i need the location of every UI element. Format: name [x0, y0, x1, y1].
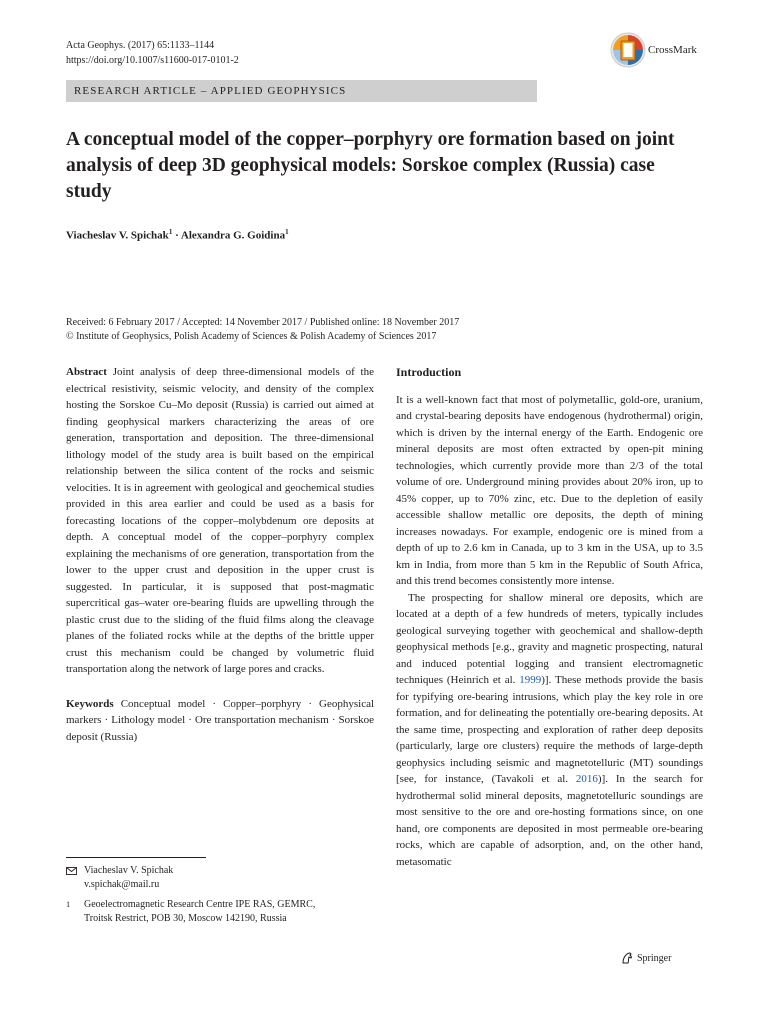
corresponding-author: Viacheslav V. Spichak — [84, 865, 174, 876]
crossmark-badge[interactable] — [610, 32, 697, 68]
abstract-text: Joint analysis of deep three-dimensional models of the electrical resistivity, seismic velocity, and density of the complex hosting the Sorskoe Cu–Mo deposit (Russia) is carried out aimed at finding geophysical markers characterizing the areas of ore generation, transportation and deposition. The three-dimensional lithology model of the study area is built based on the empirical relationship between the silica content of the rocks and seismic velocities. It is in agreement with geological and geochemical studies provided in this area earlier and could be used as a basis for forecasting locations of the copper–molybdenum ore deposits at depth. A conceptual model of the copper–porphyry complex explaining the mechanisms of ore generation, transportation from the lower to the upper crust and deposition in the upper crust is suggested. In particular, it is supposed that post-magmatic supercritical gas–water ore-bearing fluids are upwelling through the plastic crust due to the sliding of the fluid films along the cleavage planes of the foliated rocks while at the depths of the brittle upper crust this mechanism could be changed by volumetric fluid transportation along the network of large pores and cracks. — [66, 366, 374, 675]
envelope-icon — [66, 864, 84, 892]
left-column — [66, 364, 374, 745]
section-heading: Introduction — [396, 365, 462, 379]
article-title: A conceptual model of the copper–porphyry ore formation based on joint analysis of deep 3D geophysical models: Sorskoe complex (Russia) case study — [66, 129, 675, 202]
affiliation-note — [66, 898, 315, 926]
keywords-label: Keywords — [66, 697, 114, 710]
affiliation-number: 1 — [66, 900, 71, 909]
author-name[interactable]: Viacheslav V. Spichak — [66, 229, 169, 242]
footnote-divider — [66, 857, 206, 858]
keywords-text: Conceptual model · Copper–porphyry · Geophysical markers · Lithology model · Ore transportation mechanism · Sorskoe deposit (Russia) — [66, 697, 375, 743]
author-separator: · — [172, 229, 181, 242]
springer-horse-icon — [620, 951, 634, 965]
article-type-banner: RESEARCH ARTICLE – APPLIED GEOPHYSICS — [66, 80, 537, 102]
affiliation-line: Geoelectromagnetic Research Centre IPE RAS, GEMRC, — [84, 899, 316, 910]
abstract-section — [66, 364, 374, 678]
right-column — [396, 364, 703, 870]
journal-citation: Acta Geophys. (2017) 65:1133–1144 — [66, 40, 215, 51]
paragraph: The prospecting for shallow mineral ore deposits, which are located at a depth of a few hundreds of meters, typically includes geological surveying together with geochemical and shallow-depth geophysical methods [e.g., gravity and magnetic prospecting, natural and induced potential logging and transient electromagnetic techniques (Heinrich et al. 1999)]. These methods provide the basis for typifying ore-bearing intrusions, which play the key role in ore formation, and for delineating the potentially ore-bearing deposits. At the same time, prospecting and exploration of rather deep deposits (particularly, large ore clusters) require the methods of large-depth geophysics including seismic and magnetotelluric (MT) soundings [see, for instance, (Tavakoli et al. 2016)]. In the search for hydrothermal solid mineral deposits, magnetotelluric soundings are most sensitive to the ore and ore-hosting formations since, on one hand, ore components are deposited in most permeable ore-bearing rocks, which are capable of adsorption, and, on the other hand, metasomatic — [396, 591, 703, 868]
affiliation-marker: 1 — [285, 228, 289, 236]
affiliation-line: Troitsk Restrict, POB 30, Moscow 142190, Russia — [84, 913, 287, 924]
correspondence-note — [66, 864, 173, 892]
history-dates: Received: 6 February 2017 / Accepted: 14 November 2017 / Published online: 18 November 2017 — [66, 317, 460, 328]
keywords-section — [66, 696, 374, 746]
doi-link[interactable]: https://doi.org/10.1007/s11600-017-0101-2 — [66, 55, 239, 66]
crossmark-label: CrossMark — [648, 44, 697, 56]
affiliation-marker: 1 — [168, 228, 173, 236]
citation-link[interactable]: 1999 — [519, 674, 542, 686]
author-name[interactable]: Alexandra G. Goidina — [180, 229, 286, 242]
journal-header — [66, 38, 239, 68]
crossmark-icon — [610, 32, 646, 68]
author-list — [66, 228, 289, 242]
abstract-label: Abstract — [66, 366, 107, 378]
copyright-line: © Institute of Geophysics, Polish Academy of Sciences & Polish Academy of Sciences 2017 — [66, 331, 437, 342]
publisher-name: Springer — [637, 952, 672, 964]
paragraph: It is a well-known fact that most of polymetallic, gold-ore, uranium, and crystal-bearing deposits have endogenous (hydrothermal) origin, which is driven by the internal energy of the Earth. Endogenic ore mineral deposits are most often extracted by open-pit mining technologies, which currently provide more than 2/3 of the total volume of ore. Underground mining provides about 20% iron, up to 45% copper, up to 70% zinc, etc. Due to the depletion of easily accessible shallow metallic ore deposits, the depth of mining increases nowadays. For example, endogenic ore is mined from a depth of up to 2.6 km in Canada, up to 3 km in the USA, up to 3.5 km in India, from more than 5 km in the Republic of South Africa, and this trend becomes consistently more intense. — [396, 393, 703, 587]
publisher-logo — [620, 951, 671, 965]
citation-link[interactable]: 2016 — [575, 773, 598, 785]
publication-dates — [66, 316, 706, 344]
author-email[interactable]: v.spichak@mail.ru — [84, 879, 160, 890]
